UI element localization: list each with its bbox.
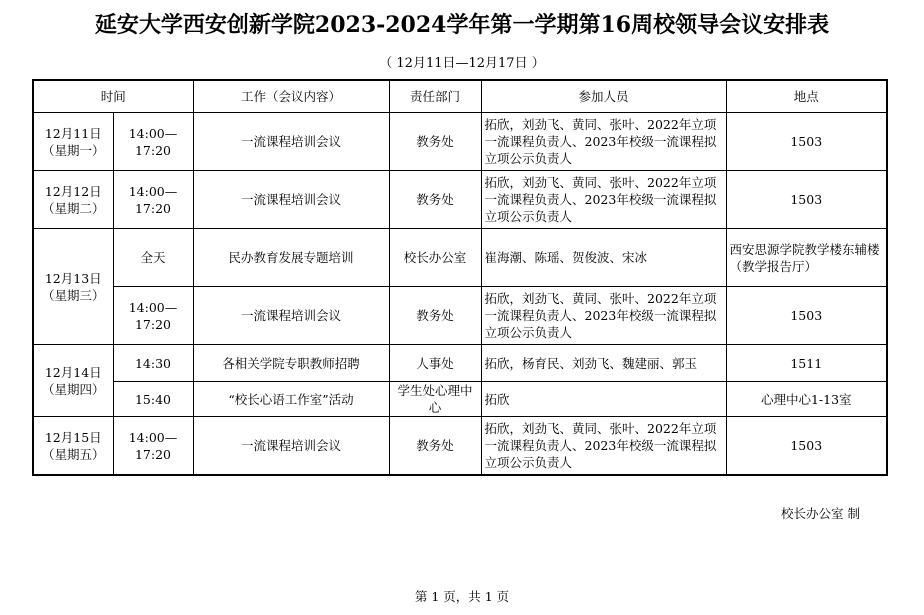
time-cell: 14:00—17:20	[113, 113, 193, 171]
work-cell: 一流课程培训会议	[193, 113, 389, 171]
department-cell: 校长办公室	[389, 229, 481, 287]
date-cell	[33, 345, 113, 417]
date-label: 12月14日	[44, 364, 102, 380]
meeting-schedule-table	[32, 79, 888, 476]
table-row	[33, 382, 887, 417]
date-cell	[33, 417, 113, 476]
header-location: 地点	[726, 80, 887, 113]
work-cell: 民办教育发展专题培训	[193, 229, 389, 287]
header-work: 工作（会议内容）	[193, 80, 389, 113]
issuer-note: 校长办公室 制	[781, 506, 860, 521]
participants-cell: 拓欣	[481, 382, 726, 417]
header-department: 责任部门	[389, 80, 481, 113]
date-label: 12月11日	[44, 125, 102, 141]
time-cell: 14:00—17:20	[113, 287, 193, 345]
weekday-label: （星期二）	[41, 200, 105, 216]
time-cell: 14:00—17:20	[113, 171, 193, 229]
table-header-row	[33, 80, 887, 113]
table-row	[33, 171, 887, 229]
time-cell: 14:30	[113, 345, 193, 382]
department-cell: 人事处	[389, 345, 481, 382]
work-cell: 一流课程培训会议	[193, 287, 389, 345]
date-label: 12月15日	[44, 429, 102, 445]
date-cell	[33, 229, 113, 345]
work-cell: 各相关学院专职教师招聘	[193, 345, 389, 382]
time-cell: 15:40	[113, 382, 193, 417]
participants-cell: 拓欣，杨育民、刘劲飞、魏建丽、郭玉	[481, 345, 726, 382]
header-time: 时间	[33, 80, 193, 113]
weekday-label: （星期五）	[41, 446, 105, 462]
work-cell: “校长心语工作室”活动	[193, 382, 389, 417]
date-range: （ 12月11日—12月17日 ）	[379, 56, 545, 71]
participants-cell: 拓欣，刘劲飞、黄同、张叶、2022年立项一流课程负责人、2023年校级一流课程拟立项公示负责人	[481, 417, 726, 476]
location-cell: 心理中心1-13室	[726, 382, 887, 417]
work-cell: 一流课程培训会议	[193, 171, 389, 229]
location-cell: 1503	[726, 287, 887, 345]
participants-cell: 拓欣，刘劲飞、黄同、张叶、2022年立项一流课程负责人、2023年校级一流课程拟立项公示负责人	[481, 171, 726, 229]
weekday-label: （星期一）	[41, 142, 105, 158]
department-cell: 教务处	[389, 417, 481, 476]
table-row	[33, 287, 887, 345]
date-cell	[33, 113, 113, 171]
date-cell	[33, 171, 113, 229]
page-number: 第 1 页，共 1 页	[414, 589, 510, 604]
work-cell: 一流课程培训会议	[193, 417, 389, 476]
time-cell: 全天	[113, 229, 193, 287]
department-cell: 教务处	[389, 287, 481, 345]
page-title: 延安大学西安创新学院2023-2024学年第一学期第16周校领导会议安排表	[94, 12, 830, 38]
date-label: 12月13日	[44, 270, 102, 286]
weekday-label: （星期四）	[41, 381, 105, 397]
header-participants: 参加人员	[481, 80, 726, 113]
location-cell: 1511	[726, 345, 887, 382]
location-cell: 1503	[726, 417, 887, 476]
weekday-label: （星期三）	[41, 287, 105, 303]
table-row	[33, 417, 887, 476]
location-cell: 1503	[726, 171, 887, 229]
table-row	[33, 345, 887, 382]
table-row	[33, 229, 887, 287]
department-cell: 教务处	[389, 171, 481, 229]
location-cell: 1503	[726, 113, 887, 171]
participants-cell: 拓欣，刘劲飞、黄同、张叶、2022年立项一流课程负责人、2023年校级一流课程拟立项公示负责人	[481, 287, 726, 345]
location-cell: 西安思源学院教学楼东辅楼（教学报告厅）	[726, 229, 887, 287]
time-cell: 14:00—17:20	[113, 417, 193, 476]
participants-cell: 拓欣，刘劲飞、黄同、张叶、2022年立项一流课程负责人、2023年校级一流课程拟立项公示负责人	[481, 113, 726, 171]
participants-cell: 崔海潮、陈瑶、贺俊波、宋冰	[481, 229, 726, 287]
department-cell: 学生处心理中心	[389, 382, 481, 417]
table-row	[33, 113, 887, 171]
date-label: 12月12日	[44, 183, 102, 199]
department-cell: 教务处	[389, 113, 481, 171]
